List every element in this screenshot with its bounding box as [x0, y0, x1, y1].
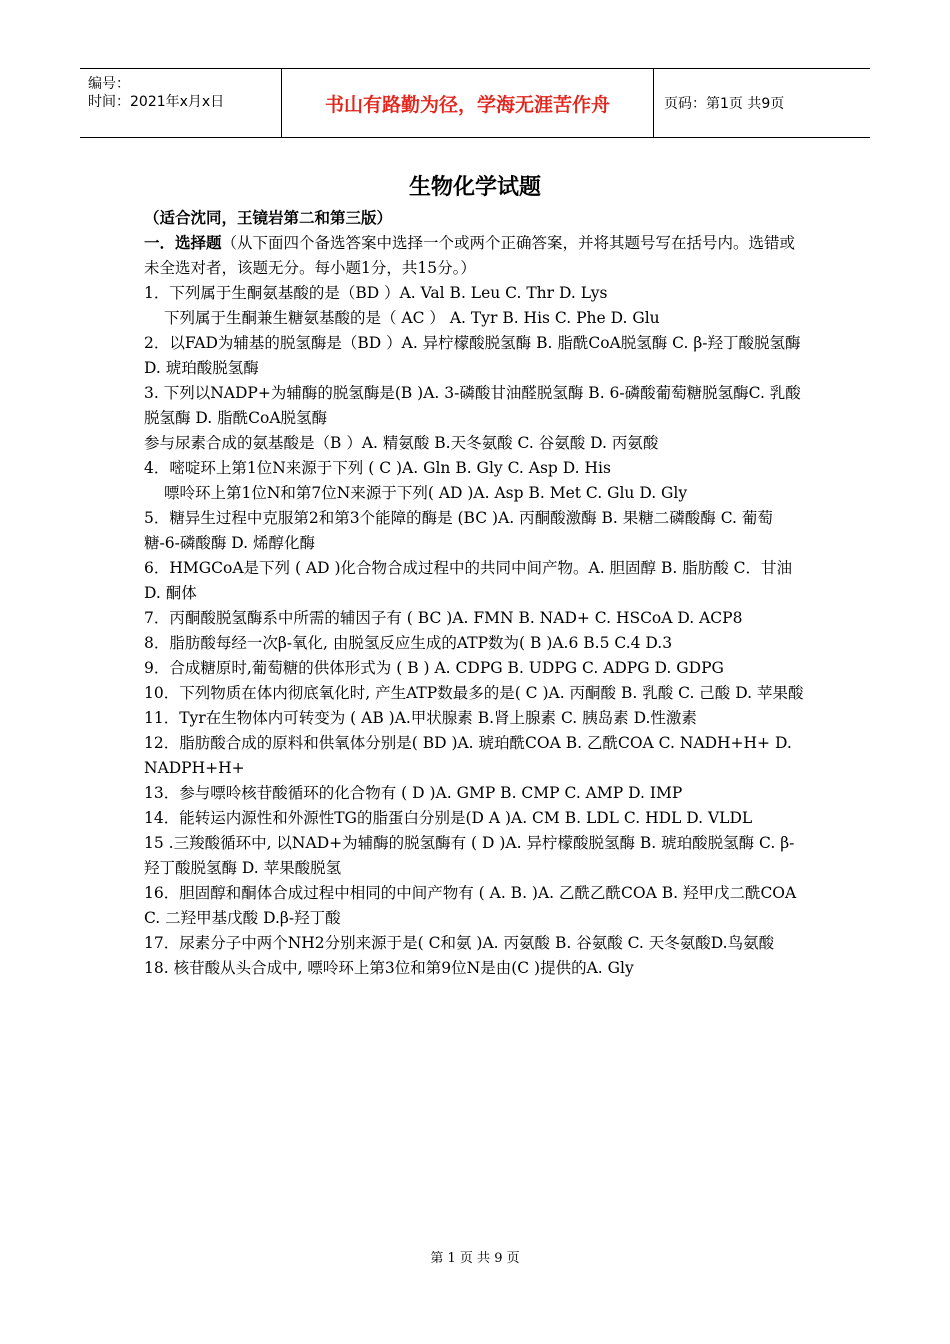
- question-line: 7．丙酮酸脱氢酶系中所需的辅因子有 ( BC )A. FMN B. NAD+ C. HSCoA D. ACP8: [144, 609, 743, 627]
- question-line: 4．嘧啶环上第1位N来源于下列 ( C )A. Gln B. Gly C. Asp D. His: [144, 459, 611, 477]
- page-footer: 第 1 页 共 9 页: [430, 1251, 520, 1266]
- document-title: 生物化学试题: [408, 175, 541, 200]
- question-line: 17．尿素分子中两个NH2分别来源于是( C和氨 )A. 丙氨酸 B. 谷氨酸 C. 天冬氨酸D.鸟氨酸: [144, 934, 775, 952]
- header-table: [80, 68, 870, 138]
- question-line: 9．合成糖原时,葡萄糖的供体形式为 ( B ) A. CDPG B. UDPG C. ADPG D. GDPG: [144, 659, 724, 677]
- question-line: 3. 下列以NADP+为辅酶的脱氢酶是(B )A. 3-磷酸甘油醛脱氢酶 B. 6-磷酸葡萄糖脱氢酶C. 乳酸脱氢酶 D. 脂酰CoA脱氢酶: [144, 384, 801, 427]
- question-line: 16．胆固醇和酮体合成过程中相同的中间产物有 ( A. B. )A. 乙酰乙酰COA B. 羟甲戊二酰COA C. 二羟甲基戊酸 D.β-羟丁酸: [144, 884, 797, 927]
- question-line: 11．Tyr在生物体内可转变为 ( AB )A.甲状腺素 B.肾上腺素 C. 胰岛素 D.性激素: [144, 709, 697, 727]
- question-line: 6．HMGCoA是下列 ( AD )化合物合成过程中的共同中间产物。A. 胆固醇 B. 脂肪酸 C．甘油 D. 酮体: [144, 559, 793, 602]
- question-line: 13．参与嘌呤核苷酸循环的化合物有 ( D )A. GMP B. CMP C. AMP D. IMP: [144, 784, 683, 802]
- question-line: 12．脂肪酸合成的原料和供氧体分别是( BD )A. 琥珀酰COA B. 乙酰COA C. NADH+H+ D. NADPH+H+: [144, 734, 792, 777]
- section-intro: [144, 231, 808, 281]
- motto: 书山有路勤为径，学海无涯苦作舟: [282, 69, 654, 137]
- question-line: 8．脂肪酸每经一次β-氧化, 由脱氢反应生成的ATP数为( B )A.6 B.5 C.4 D.3: [144, 634, 673, 652]
- question-line: 1．下列属于生酮氨基酸的是（BD ）A. Val B. Leu C. Thr D. Lys: [144, 284, 608, 302]
- question-line: 5．糖异生过程中克服第2和第3个能障的酶是 (BC )A. 丙酮酸激酶 B. 果糖二磷酸酶 C. 葡萄糖-6-磷酸酶 D. 烯醇化酶: [144, 509, 773, 552]
- page-label: 页码：第1页 共9页: [664, 96, 785, 112]
- question-line: 下列属于生酮兼生糖氨基酸的是（ AC ） A. Tyr B. His C. Phe D. Glu: [164, 309, 660, 327]
- question-line: 10．下列物质在体内彻底氧化时, 产生ATP数最多的是( C )A. 丙酮酸 B. 乳酸 C. 己酸 D. 苹果酸: [144, 684, 804, 702]
- section-heading: 一．选择题: [144, 234, 222, 252]
- header-meta: [80, 69, 282, 137]
- time-label: 时间：2021年x月x日: [88, 94, 225, 110]
- question-line: 嘌呤环上第1位N和第7位N来源于下列( AD )A. Asp B. Met C. Glu D. Gly: [164, 484, 688, 502]
- question-line: 2．以FAD为辅基的脱氢酶是（BD ）A. 异柠檬酸脱氢酶 B. 脂酰CoA脱氢酶 C. β-羟丁酸脱氢酶 D. 琥珀酸脱氢酶: [144, 334, 801, 377]
- document-body: [144, 206, 808, 981]
- subtitle: （适合沈同，王镜岩第二和第三版）: [144, 209, 393, 227]
- question-line: 14．能转运内源性和外源性TG的脂蛋白分别是(D A )A. CM B. LDL C. HDL D. VLDL: [144, 809, 753, 827]
- number-label: 编号：: [88, 76, 130, 92]
- question-line: 18. 核苷酸从头合成中, 嘌呤环上第3位和第9位N是由(C )提供的A. Gly: [144, 959, 634, 977]
- question-line: 参与尿素合成的氨基酸是（B ）A. 精氨酸 B.天冬氨酸 C. 谷氨酸 D. 丙氨酸: [144, 434, 659, 452]
- question-line: 15 .三羧酸循环中, 以NAD+为辅酶的脱氢酶有 ( D )A. 异柠檬酸脱氢酶 B. 琥珀酸脱氢酶 C. β-羟丁酸脱氢酶 D. 苹果酸脱氢: [144, 834, 795, 877]
- section-instructions: （从下面四个备选答案中选择一个或两个正确答案，并将其题号写在括号内。选错或未全选对者，该题无分。每小题1分，共15分。）: [144, 234, 796, 277]
